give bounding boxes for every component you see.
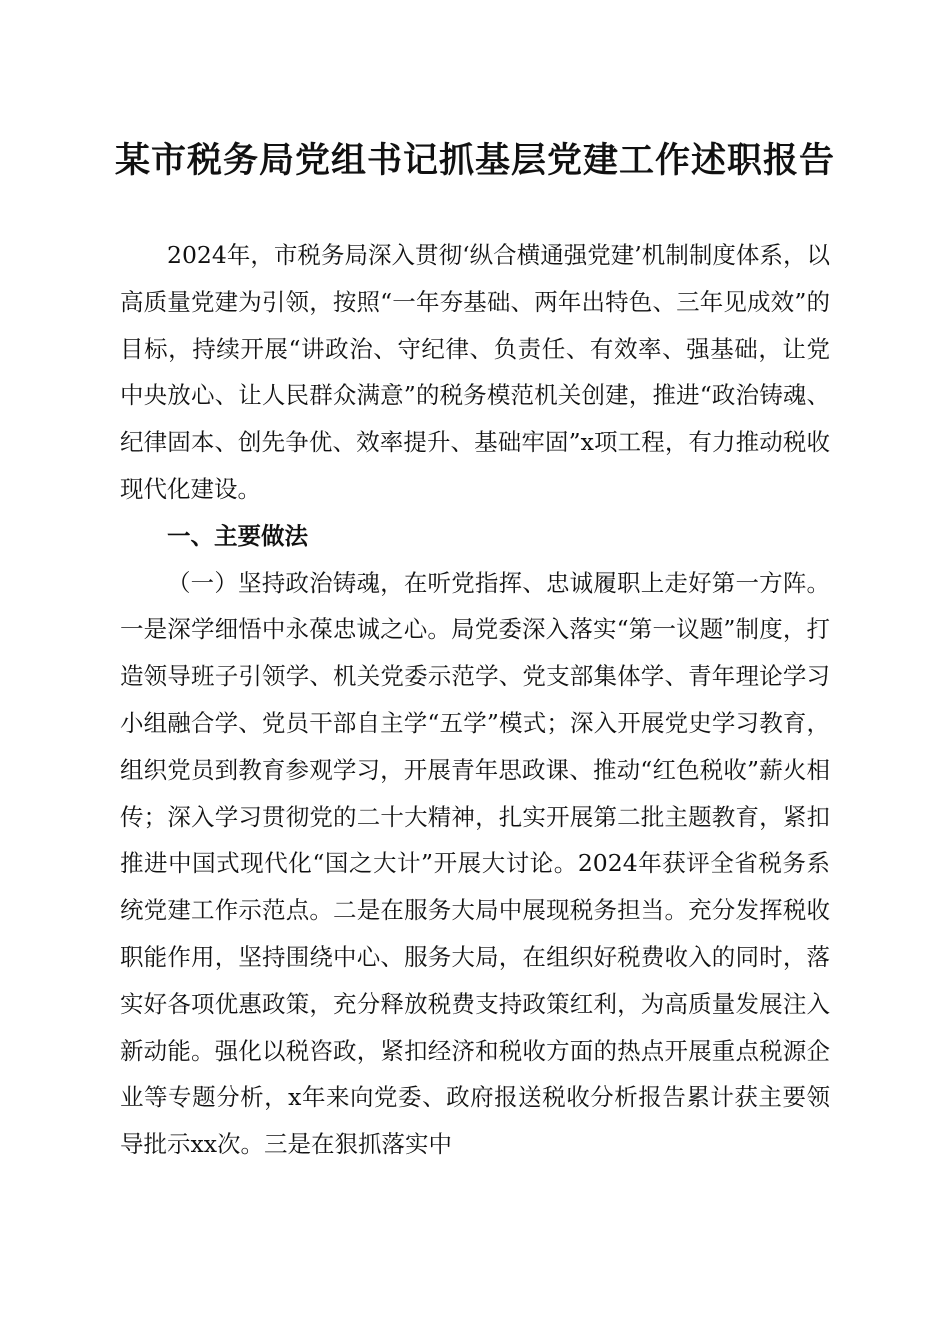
document-title: 某市税务局党组书记抓基层党建工作述职报告 [114,140,835,181]
document-body [120,232,830,1168]
section-paragraph: （一）坚持政治铸魂，在听党指挥、忠诚履职上走好第一方阵。一是深学细悟中永葆忠诚之心。局党委深入落实“第一议题”制度，打造领导班子引领学、机关党委示范学、党支部集体学、青年理论学习小组融合学、党员干部自主学“五学”模式；深入开展党史学习教育，组织党员到教育参观学习，开展青年思政课、推动“红色税收”薪火相传；深入学习贯彻党的二十大精神，扎实开展第二批主题教育，紧扣推进中国式现代化“国之大计”开展大讨论。2024年获评全省税务系统党建工作示范点。二是在服务大局中展现税务担当。充分发挥税收职能作用，坚持围绕中心、服务大局，在组织好税费收入的同时，落实好各项优惠政策，充分释放税费支持政策红利，为高质量发展注入新动能。强化以税咨政，紧扣经济和税收方面的热点开展重点税源企业等专题分析，x年来向党委、政府报送税收分析报告累计获主要领导批示xx次。三是在狠抓落实中 [120,568,830,1159]
intro-paragraph: 2024年，市税务局深入贯彻‘纵合横通强党建’机制制度体系，以高质量党建为引领，按照“一年夯基础、两年出特色、三年见成效”的目标，持续开展“讲政治、守纪律、负责任、有效率、强基础，让党中央放心、让人民群众满意”的税务模范机关创建，推进“政治铸魂、纪律固本、创先争优、效率提升、基础牢固”x项工程，有力推动税收现代化建设。 [120,241,830,503]
section-heading: 一、主要做法 [167,521,308,550]
